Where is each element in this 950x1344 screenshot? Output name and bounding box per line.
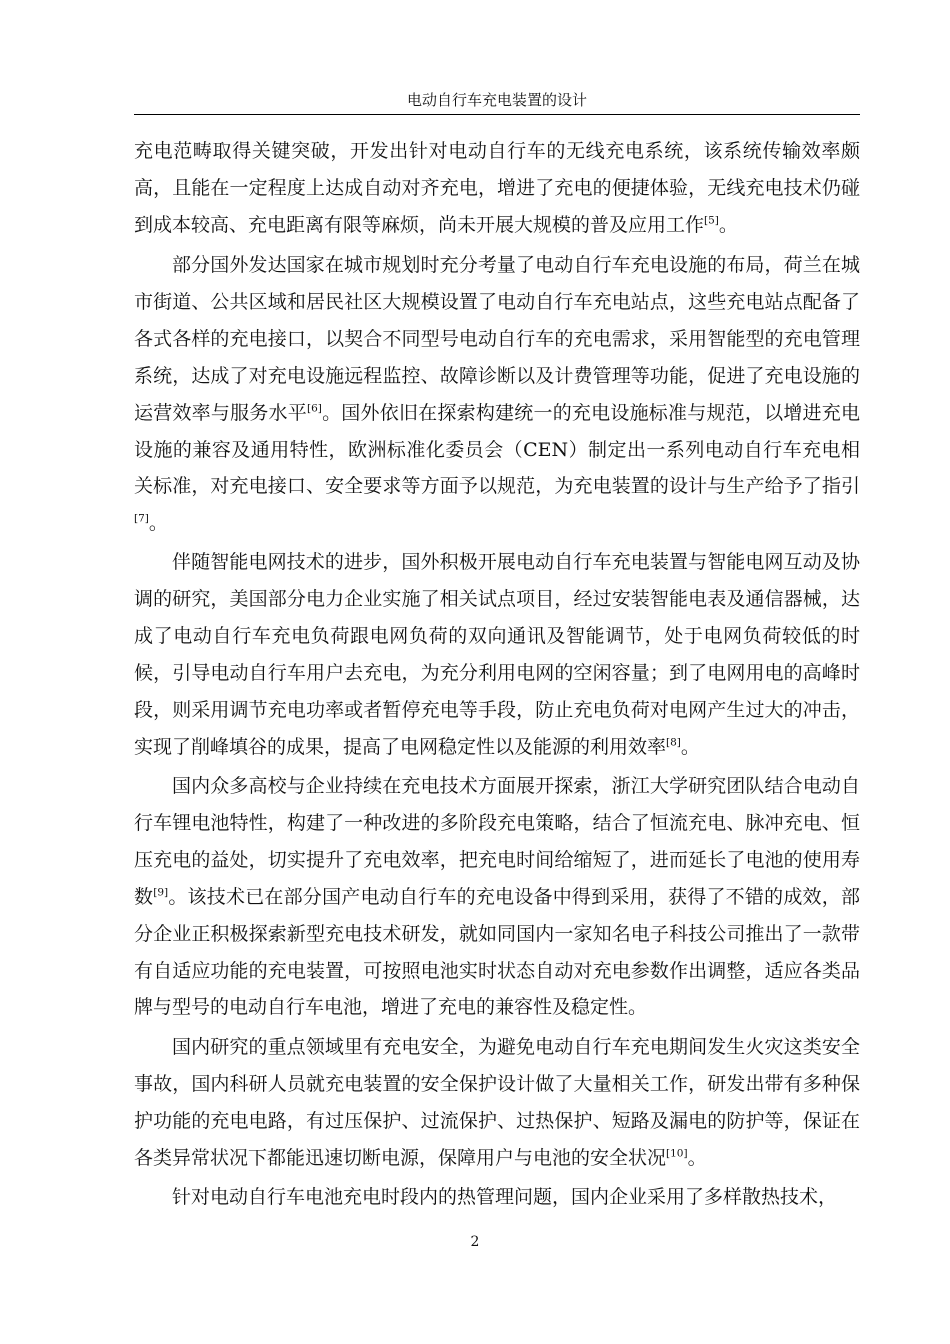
- paragraph-text: 充电范畴取得关键突破，开发出针对电动自行车的无线充电系统，该系统传输效率颇高，且能在一定程度上达成自动对齐充电，增进了充电的便捷体验，无线充电技术仍碰到成本较高、充电距离有限等麻烦，尚未开展大规模的普及应用工作: [134, 140, 860, 236]
- paragraph-text: 针对电动自行车电池充电时段内的热管理问题，国内企业采用了多样散热技术，: [172, 1186, 838, 1208]
- header-title: 电动自行车充电装置的设计: [406, 91, 587, 109]
- body-text: [134, 133, 860, 1216]
- paragraph-3: [134, 544, 860, 766]
- citation-ref: [8]: [666, 736, 681, 749]
- paragraph-6: [134, 1179, 860, 1216]
- paragraph-text: 。: [687, 1146, 707, 1169]
- running-header: [134, 86, 860, 115]
- citation-ref: [7]: [134, 513, 149, 525]
- paragraph-text: 。: [680, 735, 700, 758]
- paragraph-text: 。该技术已在部分国产电动自行车的充电设备中得到采用，获得了不错的成效，部分企业正积极探索新型充电技术研发，就如同国内一家知名电子科技公司推出了一款带有自适应功能的充电装置，可按照电池实时状态自动对充电参数作出调整，适应各类品牌与型号的电动自行车电池，增进了充电的兼容性及稳定性。: [134, 885, 860, 1019]
- paragraph-text: 。: [718, 213, 738, 236]
- paragraph-5: [134, 1029, 860, 1177]
- citation-ref: [9]: [153, 886, 169, 899]
- paragraph-2: [134, 247, 860, 542]
- paragraph-text: 。国外依旧在探索构建统一的充电设施标准与规范，以增进充电设施的兼容及通用特性，欧洲标准化委员会（CEN）制定出一系列电动自行车充电相关标准，对充电接口、安全要求等方面予以规范，为充电装置的设计与生产给予了指引: [134, 401, 860, 498]
- paragraph-4: [134, 768, 860, 1026]
- citation-ref: [5]: [704, 214, 719, 227]
- paragraph-text: 伴随智能电网技术的进步，国外积极开展电动自行车充电装置与智能电网互动及协调的研究，美国部分电力企业实施了相关试点项目，经过安装智能电表及通信器械，达成了电动自行车充电负荷跟电网负荷的双向通讯及智能调节，处于电网负荷较低的时候，引导电动自行车用户去充电，为充分利用电网的空闲容量；到了电网用电的高峰时段，则采用调节充电功率或者暂停充电等手段，防止充电负荷对电网产生过大的冲击，实现了削峰填谷的成果，提高了电网稳定性以及能源的利用效率: [134, 551, 860, 758]
- paragraph-text: 部分国外发达国家在城市规划时充分考量了电动自行车充电设施的布局，荷兰在城市街道、公共区域和居民社区大规模设置了电动自行车充电站点，这些充电站点配备了各式各样的充电接口，以契合不同型号电动自行车的充电需求，采用智能型的充电管理系统，达成了对充电设施远程监控、故障诊断以及计费管理等功能，促进了充电设施的运营效率与服务水平: [134, 254, 860, 424]
- page-number: 2: [470, 1234, 480, 1250]
- paragraph-text: 国内研究的重点领域里有充电安全，为避免电动自行车充电期间发生火灾这类安全事故，国内科研人员就充电装置的安全保护设计做了大量相关工作，研发出带有多种保护功能的充电电路，有过压保护、过流保护、过热保护、短路及漏电的防护等，保证在各类异常状况下都能迅速切断电源，保障用户与电池的安全状况: [134, 1036, 860, 1169]
- paragraph-1: [134, 133, 860, 244]
- citation-ref: [10]: [666, 1147, 688, 1160]
- paragraph-text: 国内众多高校与企业持续在充电技术方面展开探索，浙江大学研究团队结合电动自行车锂电池特性，构建了一种改进的多阶段充电策略，结合了恒流充电、脉冲充电、恒压充电的益处，切实提升了充电效率，把充电时间给缩短了，进而延长了电池的使用寿数: [134, 775, 860, 908]
- citation-ref: [6]: [306, 402, 322, 415]
- paragraph-text: 。: [148, 512, 168, 535]
